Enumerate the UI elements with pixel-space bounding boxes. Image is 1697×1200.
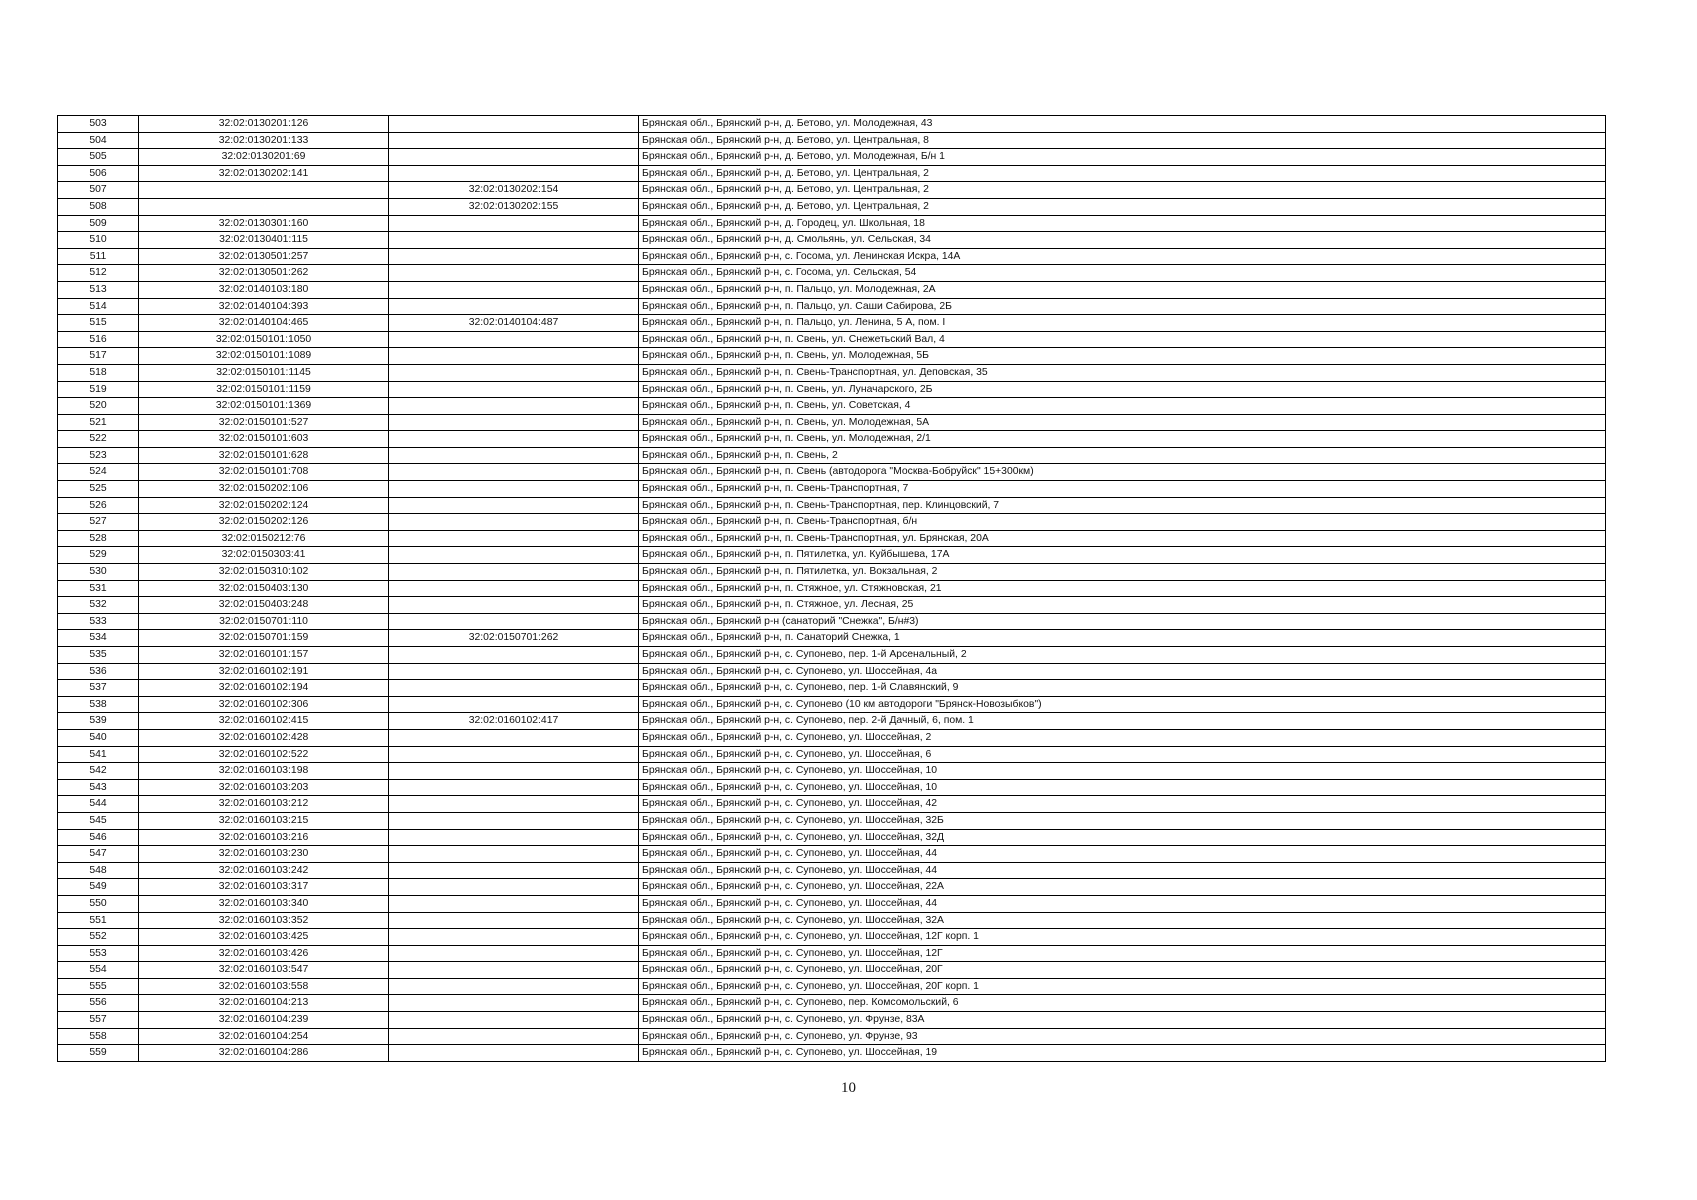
row-number-cell: 544 [58, 796, 139, 813]
row-number-cell: 538 [58, 696, 139, 713]
table-row [58, 165, 1606, 182]
related-cadastral-number-cell [389, 846, 639, 863]
cadastral-number-cell: 32:02:0150101:1369 [139, 398, 389, 415]
cadastral-number-cell [139, 198, 389, 215]
related-cadastral-number-cell [389, 962, 639, 979]
cadastral-number-cell: 32:02:0160103:216 [139, 829, 389, 846]
address-cell: Брянская обл., Брянский р-н, с. Супонево, ул. Шоссейная, 12Г [639, 945, 1606, 962]
table-row [58, 912, 1606, 929]
table-row [58, 978, 1606, 995]
row-number-cell: 532 [58, 597, 139, 614]
row-number-cell: 540 [58, 729, 139, 746]
row-number-cell: 559 [58, 1045, 139, 1062]
related-cadastral-number-cell [389, 763, 639, 780]
row-number-cell: 533 [58, 613, 139, 630]
table-row [58, 215, 1606, 232]
address-cell: Брянская обл., Брянский р-н, д. Бетово, ул. Центральная, 2 [639, 165, 1606, 182]
row-number-cell: 550 [58, 895, 139, 912]
address-cell: Брянская обл., Брянский р-н, п. Свень-Транспортная, б/н [639, 514, 1606, 531]
table-row [58, 829, 1606, 846]
related-cadastral-number-cell [389, 381, 639, 398]
address-cell: Брянская обл., Брянский р-н, с. Супонево, ул. Шоссейная, 19 [639, 1045, 1606, 1062]
related-cadastral-number-cell [389, 331, 639, 348]
row-number-cell: 539 [58, 713, 139, 730]
table-row [58, 696, 1606, 713]
cadastral-number-cell: 32:02:0150101:1089 [139, 348, 389, 365]
cadastral-number-cell: 32:02:0150701:110 [139, 613, 389, 630]
cadastral-number-cell: 32:02:0160103:317 [139, 879, 389, 896]
row-number-cell: 552 [58, 929, 139, 946]
row-number-cell: 553 [58, 945, 139, 962]
related-cadastral-number-cell [389, 879, 639, 896]
related-cadastral-number-cell [389, 281, 639, 298]
address-cell: Брянская обл., Брянский р-н, с. Супонево, ул. Шоссейная, 20Г корп. 1 [639, 978, 1606, 995]
related-cadastral-number-cell [389, 547, 639, 564]
address-cell: Брянская обл., Брянский р-н, п. Свень (автодорога "Москва-Бобруйск" 15+300км) [639, 464, 1606, 481]
table-row [58, 779, 1606, 796]
address-cell: Брянская обл., Брянский р-н, с. Супонево, ул. Шоссейная, 2 [639, 729, 1606, 746]
address-cell: Брянская обл., Брянский р-н, с. Супонево, пер. 2-й Дачный, 6, пом. 1 [639, 713, 1606, 730]
address-cell: Брянская обл., Брянский р-н, с. Супонево, ул. Шоссейная, 44 [639, 895, 1606, 912]
address-cell: Брянская обл., Брянский р-н, с. Супонево, ул. Шоссейная, 20Г [639, 962, 1606, 979]
related-cadastral-number-cell [389, 746, 639, 763]
table-row [58, 879, 1606, 896]
address-cell: Брянская обл., Брянский р-н, п. Свень, ул. Молодежная, 5Б [639, 348, 1606, 365]
cadastral-number-cell: 32:02:0150101:628 [139, 447, 389, 464]
cadastral-number-cell: 32:02:0160103:558 [139, 978, 389, 995]
related-cadastral-number-cell [389, 1012, 639, 1029]
address-cell: Брянская обл., Брянский р-н, с. Супонево, ул. Фрунзе, 83А [639, 1012, 1606, 1029]
cadastral-number-cell: 32:02:0150310:102 [139, 564, 389, 581]
row-number-cell: 529 [58, 547, 139, 564]
row-number-cell: 541 [58, 746, 139, 763]
related-cadastral-number-cell [389, 116, 639, 133]
cadastral-number-cell: 32:02:0130501:262 [139, 265, 389, 282]
address-cell: Брянская обл., Брянский р-н, с. Супонево, ул. Шоссейная, 12Г корп. 1 [639, 929, 1606, 946]
table-row [58, 265, 1606, 282]
row-number-cell: 523 [58, 447, 139, 464]
cadastral-number-cell: 32:02:0130501:257 [139, 248, 389, 265]
row-number-cell: 543 [58, 779, 139, 796]
cadastral-number-cell: 32:02:0160103:230 [139, 846, 389, 863]
address-cell: Брянская обл., Брянский р-н, д. Бетово, ул. Молодежная, Б/н 1 [639, 149, 1606, 166]
cadastral-number-cell: 32:02:0150101:708 [139, 464, 389, 481]
cadastral-number-cell: 32:02:0160103:198 [139, 763, 389, 780]
cadastral-number-cell: 32:02:0160103:340 [139, 895, 389, 912]
row-number-cell: 528 [58, 530, 139, 547]
related-cadastral-number-cell [389, 729, 639, 746]
row-number-cell: 546 [58, 829, 139, 846]
row-number-cell: 536 [58, 663, 139, 680]
address-cell: Брянская обл., Брянский р-н, п. Свень-Транспортная, ул. Брянская, 20А [639, 530, 1606, 547]
related-cadastral-number-cell [389, 1028, 639, 1045]
related-cadastral-number-cell [389, 779, 639, 796]
table-body [58, 116, 1606, 1062]
row-number-cell: 519 [58, 381, 139, 398]
cadastral-number-cell: 32:02:0160102:415 [139, 713, 389, 730]
related-cadastral-number-cell [389, 165, 639, 182]
row-number-cell: 551 [58, 912, 139, 929]
related-cadastral-number-cell: 32:02:0130202:155 [389, 198, 639, 215]
address-cell: Брянская обл., Брянский р-н, с. Супонево, пер. 1-й Славянский, 9 [639, 680, 1606, 697]
address-cell: Брянская обл., Брянский р-н (санаторий "Снежка", Б/н#3) [639, 613, 1606, 630]
related-cadastral-number-cell [389, 232, 639, 249]
table-row [58, 315, 1606, 332]
address-cell: Брянская обл., Брянский р-н, п. Свень, ул. Молодежная, 2/1 [639, 431, 1606, 448]
address-cell: Брянская обл., Брянский р-н, п. Пятилетка, ул. Вокзальная, 2 [639, 564, 1606, 581]
address-cell: Брянская обл., Брянский р-н, п. Свень-Транспортная, 7 [639, 481, 1606, 498]
related-cadastral-number-cell [389, 248, 639, 265]
row-number-cell: 545 [58, 812, 139, 829]
cadastral-number-cell: 32:02:0160103:212 [139, 796, 389, 813]
address-cell: Брянская обл., Брянский р-н, с. Супонево, ул. Шоссейная, 10 [639, 763, 1606, 780]
row-number-cell: 526 [58, 497, 139, 514]
table-row [58, 132, 1606, 149]
table-row [58, 630, 1606, 647]
table-row [58, 945, 1606, 962]
related-cadastral-number-cell [389, 696, 639, 713]
property-table [57, 115, 1606, 1062]
related-cadastral-number-cell [389, 929, 639, 946]
table-row [58, 116, 1606, 133]
page-number: 10 [841, 1080, 856, 1096]
cadastral-number-cell: 32:02:0150101:1145 [139, 364, 389, 381]
cadastral-number-cell: 32:02:0150101:1159 [139, 381, 389, 398]
related-cadastral-number-cell [389, 580, 639, 597]
table-row [58, 149, 1606, 166]
related-cadastral-number-cell [389, 464, 639, 481]
row-number-cell: 522 [58, 431, 139, 448]
table-row [58, 497, 1606, 514]
cadastral-number-cell: 32:02:0150202:124 [139, 497, 389, 514]
cadastral-number-cell: 32:02:0130201:126 [139, 116, 389, 133]
table-row [58, 663, 1606, 680]
row-number-cell: 503 [58, 116, 139, 133]
row-number-cell: 520 [58, 398, 139, 415]
cadastral-number-cell: 32:02:0150403:130 [139, 580, 389, 597]
cadastral-number-cell: 32:02:0150212:76 [139, 530, 389, 547]
related-cadastral-number-cell [389, 348, 639, 365]
cadastral-number-cell: 32:02:0160102:191 [139, 663, 389, 680]
row-number-cell: 509 [58, 215, 139, 232]
row-number-cell: 558 [58, 1028, 139, 1045]
cadastral-number-cell: 32:02:0160103:242 [139, 862, 389, 879]
address-cell: Брянская обл., Брянский р-н, п. Свень, ул. Снежетьский Вал, 4 [639, 331, 1606, 348]
table-row [58, 481, 1606, 498]
address-cell: Брянская обл., Брянский р-н, п. Свень-Транспортная, ул. Деповская, 35 [639, 364, 1606, 381]
cadastral-number-cell: 32:02:0150202:126 [139, 514, 389, 531]
row-number-cell: 507 [58, 182, 139, 199]
row-number-cell: 505 [58, 149, 139, 166]
related-cadastral-number-cell [389, 995, 639, 1012]
row-number-cell: 556 [58, 995, 139, 1012]
row-number-cell: 557 [58, 1012, 139, 1029]
row-number-cell: 527 [58, 514, 139, 531]
related-cadastral-number-cell [389, 364, 639, 381]
related-cadastral-number-cell [389, 215, 639, 232]
cadastral-number-cell: 32:02:0160103:215 [139, 812, 389, 829]
row-number-cell: 542 [58, 763, 139, 780]
related-cadastral-number-cell [389, 414, 639, 431]
table-row [58, 862, 1606, 879]
table-row [58, 232, 1606, 249]
row-number-cell: 504 [58, 132, 139, 149]
cadastral-number-cell: 32:02:0150403:248 [139, 597, 389, 614]
row-number-cell: 548 [58, 862, 139, 879]
address-cell: Брянская обл., Брянский р-н, п. Свень, ул. Луначарского, 2Б [639, 381, 1606, 398]
table-row [58, 713, 1606, 730]
table-row [58, 580, 1606, 597]
cadastral-number-cell: 32:02:0160103:547 [139, 962, 389, 979]
table-row [58, 647, 1606, 664]
table-row [58, 414, 1606, 431]
address-cell: Брянская обл., Брянский р-н, с. Супонево, ул. Шоссейная, 10 [639, 779, 1606, 796]
address-cell: Брянская обл., Брянский р-н, с. Супонево, ул. Шоссейная, 44 [639, 846, 1606, 863]
table-row [58, 198, 1606, 215]
related-cadastral-number-cell: 32:02:0140104:487 [389, 315, 639, 332]
address-cell: Брянская обл., Брянский р-н, п. Свень, ул. Молодежная, 5А [639, 414, 1606, 431]
table-row [58, 464, 1606, 481]
table-row [58, 447, 1606, 464]
related-cadastral-number-cell [389, 597, 639, 614]
related-cadastral-number-cell [389, 497, 639, 514]
related-cadastral-number-cell [389, 895, 639, 912]
address-cell: Брянская обл., Брянский р-н, с. Супонево, пер. 1-й Арсенальный, 2 [639, 647, 1606, 664]
address-cell: Брянская обл., Брянский р-н, д. Бетово, ул. Центральная, 2 [639, 198, 1606, 215]
related-cadastral-number-cell [389, 945, 639, 962]
row-number-cell: 508 [58, 198, 139, 215]
related-cadastral-number-cell [389, 978, 639, 995]
cadastral-number-cell: 32:02:0150101:527 [139, 414, 389, 431]
related-cadastral-number-cell [389, 265, 639, 282]
row-number-cell: 535 [58, 647, 139, 664]
row-number-cell: 554 [58, 962, 139, 979]
table-row [58, 182, 1606, 199]
address-cell: Брянская обл., Брянский р-н, д. Бетово, ул. Центральная, 2 [639, 182, 1606, 199]
related-cadastral-number-cell [389, 431, 639, 448]
related-cadastral-number-cell [389, 912, 639, 929]
address-cell: Брянская обл., Брянский р-н, с. Супонево, ул. Шоссейная, 4а [639, 663, 1606, 680]
row-number-cell: 555 [58, 978, 139, 995]
table-row [58, 929, 1606, 946]
cadastral-number-cell: 32:02:0160103:203 [139, 779, 389, 796]
row-number-cell: 517 [58, 348, 139, 365]
cadastral-number-cell: 32:02:0150101:1050 [139, 331, 389, 348]
address-cell: Брянская обл., Брянский р-н, с. Супонево, ул. Фрунзе, 93 [639, 1028, 1606, 1045]
address-cell: Брянская обл., Брянский р-н, п. Пальцо, ул. Молодежная, 2А [639, 281, 1606, 298]
row-number-cell: 512 [58, 265, 139, 282]
address-cell: Брянская обл., Брянский р-н, с. Супонево, ул. Шоссейная, 42 [639, 796, 1606, 813]
row-number-cell: 510 [58, 232, 139, 249]
cadastral-number-cell: 32:02:0140103:180 [139, 281, 389, 298]
address-cell: Брянская обл., Брянский р-н, д. Бетово, ул. Центральная, 8 [639, 132, 1606, 149]
cadastral-number-cell: 32:02:0160102:522 [139, 746, 389, 763]
row-number-cell: 530 [58, 564, 139, 581]
related-cadastral-number-cell [389, 149, 639, 166]
table-row [58, 514, 1606, 531]
table-row [58, 746, 1606, 763]
address-cell: Брянская обл., Брянский р-н, п. Стяжное, ул. Стяжновская, 21 [639, 580, 1606, 597]
cadastral-number-cell: 32:02:0160103:426 [139, 945, 389, 962]
table-row [58, 398, 1606, 415]
table-row [58, 530, 1606, 547]
related-cadastral-number-cell [389, 132, 639, 149]
cadastral-number-cell: 32:02:0150701:159 [139, 630, 389, 647]
address-cell: Брянская обл., Брянский р-н, с. Супонево, ул. Шоссейная, 44 [639, 862, 1606, 879]
related-cadastral-number-cell: 32:02:0160102:417 [389, 713, 639, 730]
address-cell: Брянская обл., Брянский р-н, п. Стяжное, ул. Лесная, 25 [639, 597, 1606, 614]
table-row [58, 331, 1606, 348]
address-cell: Брянская обл., Брянский р-н, п. Свень-Транспортная, пер. Клинцовский, 7 [639, 497, 1606, 514]
row-number-cell: 537 [58, 680, 139, 697]
cadastral-number-cell: 32:02:0150303:41 [139, 547, 389, 564]
address-cell: Брянская обл., Брянский р-н, п. Пальцо, ул. Ленина, 5 А, пом. I [639, 315, 1606, 332]
related-cadastral-number-cell [389, 564, 639, 581]
table-row [58, 995, 1606, 1012]
address-cell: Брянская обл., Брянский р-н, п. Свень, ул. Советская, 4 [639, 398, 1606, 415]
cadastral-number-cell: 32:02:0160104:254 [139, 1028, 389, 1045]
cadastral-number-cell: 32:02:0160103:352 [139, 912, 389, 929]
related-cadastral-number-cell [389, 298, 639, 315]
related-cadastral-number-cell [389, 812, 639, 829]
related-cadastral-number-cell [389, 530, 639, 547]
related-cadastral-number-cell: 32:02:0130202:154 [389, 182, 639, 199]
row-number-cell: 525 [58, 481, 139, 498]
table-row [58, 547, 1606, 564]
address-cell: Брянская обл., Брянский р-н, д. Городец, ул. Школьная, 18 [639, 215, 1606, 232]
address-cell: Брянская обл., Брянский р-н, д. Смольянь, ул. Сельская, 34 [639, 232, 1606, 249]
cadastral-number-cell: 32:02:0140104:393 [139, 298, 389, 315]
related-cadastral-number-cell [389, 398, 639, 415]
table-row [58, 381, 1606, 398]
related-cadastral-number-cell [389, 663, 639, 680]
related-cadastral-number-cell [389, 796, 639, 813]
related-cadastral-number-cell [389, 613, 639, 630]
related-cadastral-number-cell [389, 447, 639, 464]
table-row [58, 298, 1606, 315]
row-number-cell: 549 [58, 879, 139, 896]
cadastral-number-cell: 32:02:0160104:239 [139, 1012, 389, 1029]
cadastral-number-cell: 32:02:0160102:428 [139, 729, 389, 746]
cadastral-number-cell: 32:02:0150101:603 [139, 431, 389, 448]
cadastral-number-cell: 32:02:0130301:160 [139, 215, 389, 232]
cadastral-number-cell: 32:02:0160102:306 [139, 696, 389, 713]
cadastral-number-cell: 32:02:0130401:115 [139, 232, 389, 249]
cadastral-number-cell: 32:02:0130201:133 [139, 132, 389, 149]
address-cell: Брянская обл., Брянский р-н, п. Санаторий Снежка, 1 [639, 630, 1606, 647]
related-cadastral-number-cell [389, 829, 639, 846]
table-row [58, 613, 1606, 630]
table-row [58, 1045, 1606, 1062]
row-number-cell: 524 [58, 464, 139, 481]
row-number-cell: 511 [58, 248, 139, 265]
address-cell: Брянская обл., Брянский р-н, д. Бетово, ул. Молодежная, 43 [639, 116, 1606, 133]
cadastral-number-cell: 32:02:0160104:286 [139, 1045, 389, 1062]
cadastral-number-cell: 32:02:0150202:106 [139, 481, 389, 498]
row-number-cell: 518 [58, 364, 139, 381]
address-cell: Брянская обл., Брянский р-н, с. Госома, ул. Сельская, 54 [639, 265, 1606, 282]
address-cell: Брянская обл., Брянский р-н, с. Супонево (10 км автодороги "Брянск-Новозыбков") [639, 696, 1606, 713]
table-row [58, 281, 1606, 298]
table-row [58, 348, 1606, 365]
row-number-cell: 506 [58, 165, 139, 182]
address-cell: Брянская обл., Брянский р-н, с. Супонево, пер. Комсомольский, 6 [639, 995, 1606, 1012]
row-number-cell: 534 [58, 630, 139, 647]
table-row [58, 796, 1606, 813]
address-cell: Брянская обл., Брянский р-н, с. Госома, ул. Ленинская Искра, 14А [639, 248, 1606, 265]
table-row [58, 680, 1606, 697]
related-cadastral-number-cell: 32:02:0150701:262 [389, 630, 639, 647]
table-row [58, 895, 1606, 912]
row-number-cell: 531 [58, 580, 139, 597]
cadastral-number-cell [139, 182, 389, 199]
table-row [58, 431, 1606, 448]
cadastral-number-cell: 32:02:0130201:69 [139, 149, 389, 166]
table-row [58, 763, 1606, 780]
related-cadastral-number-cell [389, 862, 639, 879]
table-row [58, 1012, 1606, 1029]
related-cadastral-number-cell [389, 680, 639, 697]
table-row [58, 564, 1606, 581]
cadastral-number-cell: 32:02:0140104:465 [139, 315, 389, 332]
cadastral-number-cell: 32:02:0160102:194 [139, 680, 389, 697]
related-cadastral-number-cell [389, 647, 639, 664]
cadastral-number-cell: 32:02:0130202:141 [139, 165, 389, 182]
table-row [58, 962, 1606, 979]
related-cadastral-number-cell [389, 481, 639, 498]
table-row [58, 846, 1606, 863]
table-row [58, 729, 1606, 746]
table-row [58, 248, 1606, 265]
address-cell: Брянская обл., Брянский р-н, с. Супонево, ул. Шоссейная, 32А [639, 912, 1606, 929]
row-number-cell: 514 [58, 298, 139, 315]
row-number-cell: 516 [58, 331, 139, 348]
related-cadastral-number-cell [389, 1045, 639, 1062]
row-number-cell: 521 [58, 414, 139, 431]
address-cell: Брянская обл., Брянский р-н, с. Супонево, ул. Шоссейная, 32Б [639, 812, 1606, 829]
address-cell: Брянская обл., Брянский р-н, п. Свень, 2 [639, 447, 1606, 464]
table-row [58, 1028, 1606, 1045]
related-cadastral-number-cell [389, 514, 639, 531]
address-cell: Брянская обл., Брянский р-н, п. Пальцо, ул. Саши Сабирова, 2Б [639, 298, 1606, 315]
row-number-cell: 515 [58, 315, 139, 332]
cadastral-number-cell: 32:02:0160101:157 [139, 647, 389, 664]
address-cell: Брянская обл., Брянский р-н, с. Супонево, ул. Шоссейная, 6 [639, 746, 1606, 763]
row-number-cell: 547 [58, 846, 139, 863]
table-row [58, 812, 1606, 829]
cadastral-number-cell: 32:02:0160104:213 [139, 995, 389, 1012]
address-cell: Брянская обл., Брянский р-н, с. Супонево, ул. Шоссейная, 32Д [639, 829, 1606, 846]
table-row [58, 597, 1606, 614]
table-row [58, 364, 1606, 381]
address-cell: Брянская обл., Брянский р-н, с. Супонево, ул. Шоссейная, 22А [639, 879, 1606, 896]
cadastral-number-cell: 32:02:0160103:425 [139, 929, 389, 946]
address-cell: Брянская обл., Брянский р-н, п. Пятилетка, ул. Куйбышева, 17А [639, 547, 1606, 564]
row-number-cell: 513 [58, 281, 139, 298]
